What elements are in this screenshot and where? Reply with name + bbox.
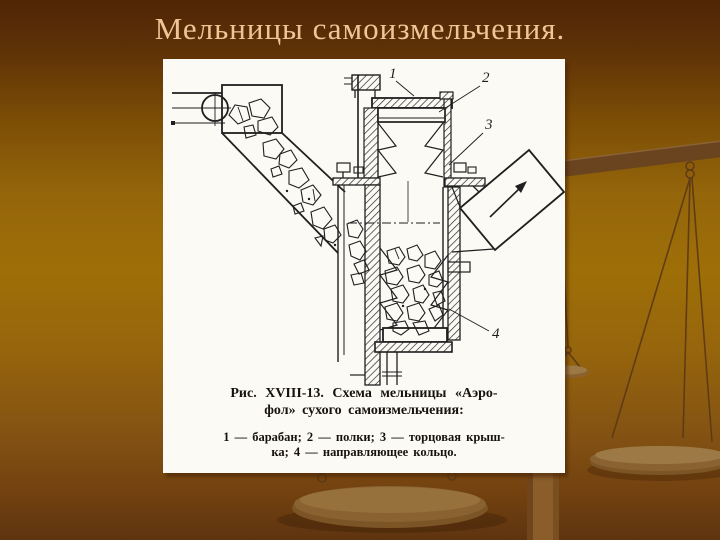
discharge-duct xyxy=(452,150,564,252)
label-end-cover: 3 xyxy=(485,117,493,133)
figure-legend-line2: ка; 4 — направляющее кольцо. xyxy=(271,445,457,459)
scale-right-pan xyxy=(587,446,720,481)
figure-panel xyxy=(163,59,565,473)
label-shelves: 2 xyxy=(482,70,490,86)
scale-center-pan xyxy=(277,486,507,533)
drum-body xyxy=(333,75,485,385)
scale-post xyxy=(527,469,559,540)
figure-legend-line1: 1 — барабан; 2 — полки; 3 — торцовая крыш- xyxy=(223,430,505,444)
feed-assembly xyxy=(171,85,282,133)
figure-caption-line2: фол» сухого самоизмельчения: xyxy=(264,403,464,418)
feed-chute xyxy=(222,133,345,253)
label-guide-ring: 4 xyxy=(492,326,500,342)
ore-lumps xyxy=(229,99,445,335)
label-drum: 1 xyxy=(389,66,397,82)
page-title: Мельницы самоизмельчения. xyxy=(154,11,566,46)
figure-caption-line1: Рис. XVIII-13. Схема мельницы «Аэро- xyxy=(230,386,498,401)
